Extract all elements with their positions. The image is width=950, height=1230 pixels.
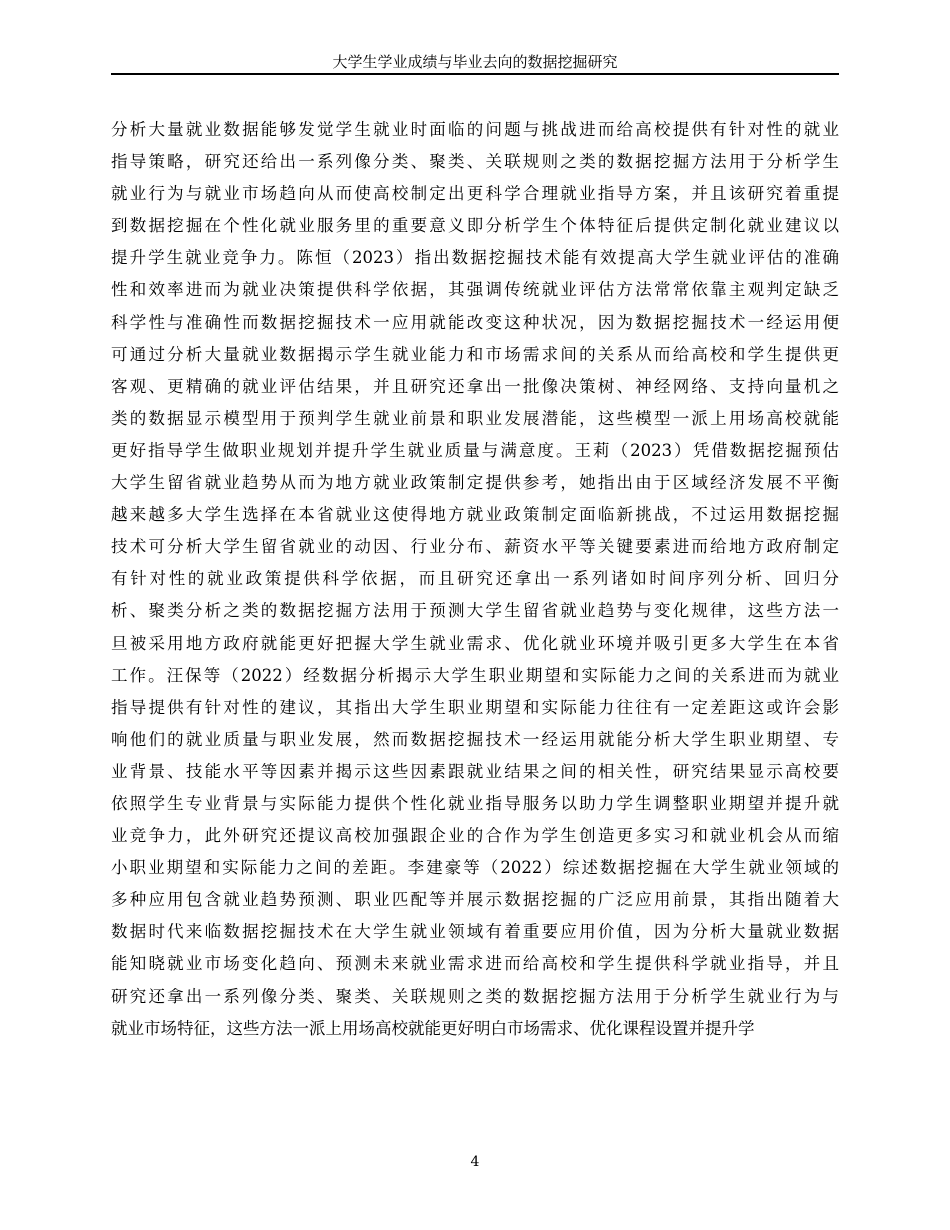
body-line: 多种应用包含就业趋势预测、职业匹配等并展示数据挖掘的广泛应用前景，其指出随着大 — [111, 890, 839, 910]
body-line: 能知晓就业市场变化趋向、预测未来就业需求进而给高校和学生提供科学就业指导，并且 — [111, 954, 839, 974]
body-line: 工作。汪保等（2022）经数据分析揭示大学生职业期望和实际能力之间的关系进而为就业 — [111, 665, 839, 685]
body-line: 数据时代来临数据挖掘技术在大学生就业领域有着重要应用价值，因为分析大量就业数据 — [111, 922, 839, 942]
page-number: 4 — [470, 1154, 480, 1170]
body-line: 指导策略，研究还给出一系列像分类、聚类、关联规则之类的数据挖掘方法用于分析学生 — [111, 152, 839, 172]
body-line: 到数据挖掘在个性化就业服务里的重要意义即分析学生个体特征后提供定制化就业建议以 — [111, 216, 839, 236]
body-line: 业竞争力，此外研究还提议高校加强跟企业的合作为学生创造更多实习和就业机会从而缩 — [111, 826, 839, 846]
body-text — [111, 114, 839, 1045]
body-line: 就业市场特征，这些方法一派上用场高校就能更好明白市场需求、优化课程设置并提升学 — [111, 1018, 755, 1038]
body-line: 就业行为与就业市场趋向从而使高校制定出更科学合理就业指导方案，并且该研究着重提 — [111, 184, 839, 204]
header-rule — [111, 73, 839, 75]
body-line: 技术可分析大学生留省就业的动因、行业分布、薪资水平等关键要素进而给地方政府制定 — [111, 537, 839, 557]
body-line: 旦被采用地方政府就能更好把握大学生就业需求、优化就业环境并吸引更多大学生在本省 — [111, 633, 839, 653]
body-line: 业背景、技能水平等因素并揭示这些因素跟就业结果之间的相关性，研究结果显示高校要 — [111, 761, 839, 781]
body-line: 响他们的就业质量与职业发展，然而数据挖掘技术一经运用就能分析大学生职业期望、专 — [111, 729, 839, 749]
body-line: 依照学生专业背景与实际能力提供个性化就业指导服务以助力学生调整职业期望并提升就 — [111, 793, 839, 813]
body-line: 小职业期望和实际能力之间的差距。李建豪等（2022）综述数据挖掘在大学生就业领域的 — [111, 858, 839, 878]
body-line: 性和效率进而为就业决策提供科学依据，其强调传统就业评估方法常常依靠主观判定缺乏 — [111, 280, 839, 300]
body-line: 更好指导学生做职业规划并提升学生就业质量与满意度。王莉（2023）凭借数据挖掘预估 — [111, 440, 839, 460]
body-line: 研究还拿出一系列像分类、聚类、关联规则之类的数据挖掘方法用于分析学生就业行为与 — [111, 986, 839, 1006]
body-line: 类的数据显示模型用于预判学生就业前景和职业发展潜能，这些模型一派上用场高校就能 — [111, 408, 839, 428]
running-header: 大学生学业成绩与毕业去向的数据挖掘研究 — [332, 53, 618, 71]
body-line: 分析大量就业数据能够发觉学生就业时面临的问题与挑战进而给高校提供有针对性的就业 — [111, 120, 839, 139]
body-line: 大学生留省就业趋势从而为地方就业政策制定提供参考，她指出由于区域经济发展不平衡 — [111, 473, 839, 493]
body-line: 可通过分析大量就业数据揭示学生就业能力和市场需求间的关系从而给高校和学生提供更 — [111, 344, 839, 364]
body-line: 指导提供有针对性的建议，其指出大学生职业期望和实际能力往往有一定差距这或许会影 — [111, 697, 839, 717]
body-line: 析、聚类分析之类的数据挖掘方法用于预测大学生留省就业趋势与变化规律，这些方法一 — [111, 601, 839, 621]
body-line: 科学性与准确性而数据挖掘技术一应用就能改变这种状况，因为数据挖掘技术一经运用便 — [111, 312, 839, 332]
body-line: 有针对性的就业政策提供科学依据，而且研究还拿出一系列诸如时间序列分析、回归分 — [111, 569, 839, 589]
body-line: 越来越多大学生选择在本省就业这使得地方就业政策制定面临新挑战，不过运用数据挖掘 — [111, 505, 839, 525]
body-line: 客观、更精确的就业评估结果，并且研究还拿出一批像决策树、神经网络、支持向量机之 — [111, 376, 839, 396]
body-line: 提升学生就业竞争力。陈恒（2023）指出数据挖掘技术能有效提高大学生就业评估的准确 — [111, 248, 839, 268]
